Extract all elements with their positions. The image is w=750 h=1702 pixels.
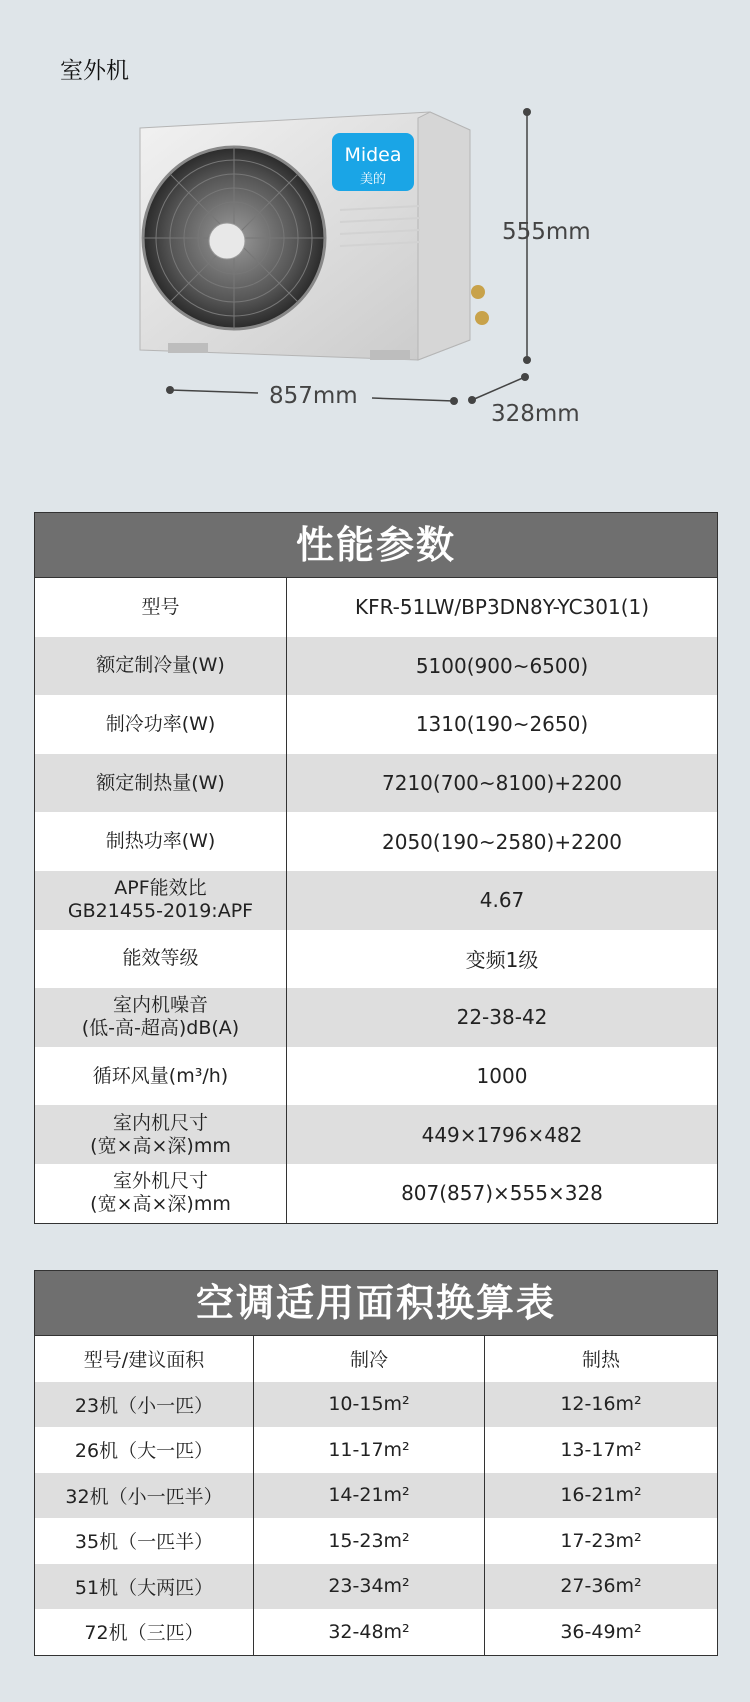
- area-cooling-cell: 11-17m²: [254, 1427, 485, 1473]
- spec-row: [35, 695, 717, 754]
- spec-value: 1310(190~2650): [415, 712, 589, 737]
- spec-key: 能效等级: [35, 930, 287, 989]
- midea-logo: [332, 133, 414, 191]
- area-row: [35, 1382, 717, 1428]
- spec-row: [35, 1164, 717, 1223]
- area-model-cell: 32机（小一匹半）: [35, 1473, 254, 1519]
- area-header-row: [35, 1336, 717, 1382]
- fan-icon: [143, 147, 325, 329]
- area-heating-cell: 12-16m²: [560, 1393, 642, 1416]
- spec-key: 型号: [35, 578, 287, 637]
- area-cooling-cell: 32-48m²: [254, 1609, 485, 1655]
- svg-text:美的: 美的: [359, 172, 387, 187]
- area-header-cell: 制热: [581, 1349, 620, 1372]
- spec-value: KFR-51LW/BP3DN8Y-YC301(1): [354, 595, 650, 620]
- spec-key: 室内机尺寸 (宽×高×深)mm: [35, 1105, 287, 1164]
- spec-value: 5100(900~6500): [415, 653, 589, 678]
- area-model-cell: 51机（大两匹）: [35, 1564, 254, 1610]
- spec-value: 2050(190~2580)+2200: [382, 829, 622, 854]
- spec-key: 额定制冷量(W): [35, 637, 287, 696]
- area-heating-cell: 13-17m²: [560, 1438, 642, 1461]
- spec-key: 循环风量(m³/h): [35, 1047, 287, 1106]
- area-row: [35, 1518, 717, 1564]
- spec-row: [35, 812, 717, 871]
- area-conversion-table: [34, 1270, 718, 1656]
- area-cooling-cell: 10-15m²: [254, 1382, 485, 1428]
- spec-row: [35, 871, 717, 930]
- area-model-cell: 23机（小一匹）: [35, 1382, 254, 1428]
- area-cooling-cell: 14-21m²: [254, 1473, 485, 1519]
- area-row: [35, 1609, 717, 1655]
- area-cooling-cell: 23-34m²: [254, 1564, 485, 1610]
- spec-row: [35, 1047, 717, 1106]
- spec-value: 7210(700~8100)+2200: [382, 771, 622, 796]
- area-heating-cell: 36-49m²: [560, 1620, 642, 1643]
- spec-value: 807(857)×555×328: [401, 1181, 603, 1206]
- spec-value: 22-38-42: [456, 1005, 548, 1030]
- height-label: 555mm: [502, 219, 591, 245]
- area-heating-cell: 17-23m²: [560, 1529, 642, 1552]
- area-row: [35, 1564, 717, 1610]
- area-model-cell: 72机（三匹）: [35, 1609, 254, 1655]
- area-header-cell: 型号/建议面积: [35, 1336, 254, 1382]
- area-row: [35, 1427, 717, 1473]
- spec-value: 1000: [476, 1064, 528, 1089]
- spec-key: 额定制热量(W): [35, 754, 287, 813]
- spec-key: 室内机噪音 (低-高-超高)dB(A): [35, 988, 287, 1047]
- spec-key: 制冷功率(W): [35, 695, 287, 754]
- spec-key: APF能效比 GB21455-2019:APF: [35, 871, 287, 930]
- spec-row: [35, 930, 717, 989]
- spec-row: [35, 1105, 717, 1164]
- area-heating-cell: 16-21m²: [560, 1484, 642, 1507]
- area-header-cell: 制冷: [254, 1336, 485, 1382]
- spec-key: 制热功率(W): [35, 812, 287, 871]
- area-cooling-cell: 15-23m²: [254, 1518, 485, 1564]
- area-model-cell: 26机（大一匹）: [35, 1427, 254, 1473]
- depth-label: 328mm: [491, 401, 580, 427]
- area-model-cell: 35机（一匹半）: [35, 1518, 254, 1564]
- performance-spec-table: [34, 512, 718, 1224]
- spec-row: [35, 754, 717, 813]
- width-label: 857mm: [269, 383, 358, 409]
- spec-key: 室外机尺寸 (宽×高×深)mm: [35, 1164, 287, 1223]
- area-heating-cell: 27-36m²: [560, 1575, 642, 1598]
- spec-value: 449×1796×482: [421, 1122, 583, 1147]
- spec-value: 4.67: [479, 888, 525, 913]
- spec-value: 变频1级: [465, 948, 539, 973]
- outdoor-unit-illustration: [0, 0, 750, 460]
- spec-row: [35, 988, 717, 1047]
- spec-row: [35, 637, 717, 696]
- spec-row: [35, 578, 717, 637]
- area-table-title: 空调适用面积换算表: [35, 1271, 717, 1336]
- depth-dimension: [472, 377, 525, 400]
- svg-text:Midea: Midea: [344, 144, 402, 166]
- spec-table-title: 性能参数: [35, 513, 717, 578]
- outdoor-unit-heading: 室外机: [60, 58, 129, 84]
- area-row: [35, 1473, 717, 1519]
